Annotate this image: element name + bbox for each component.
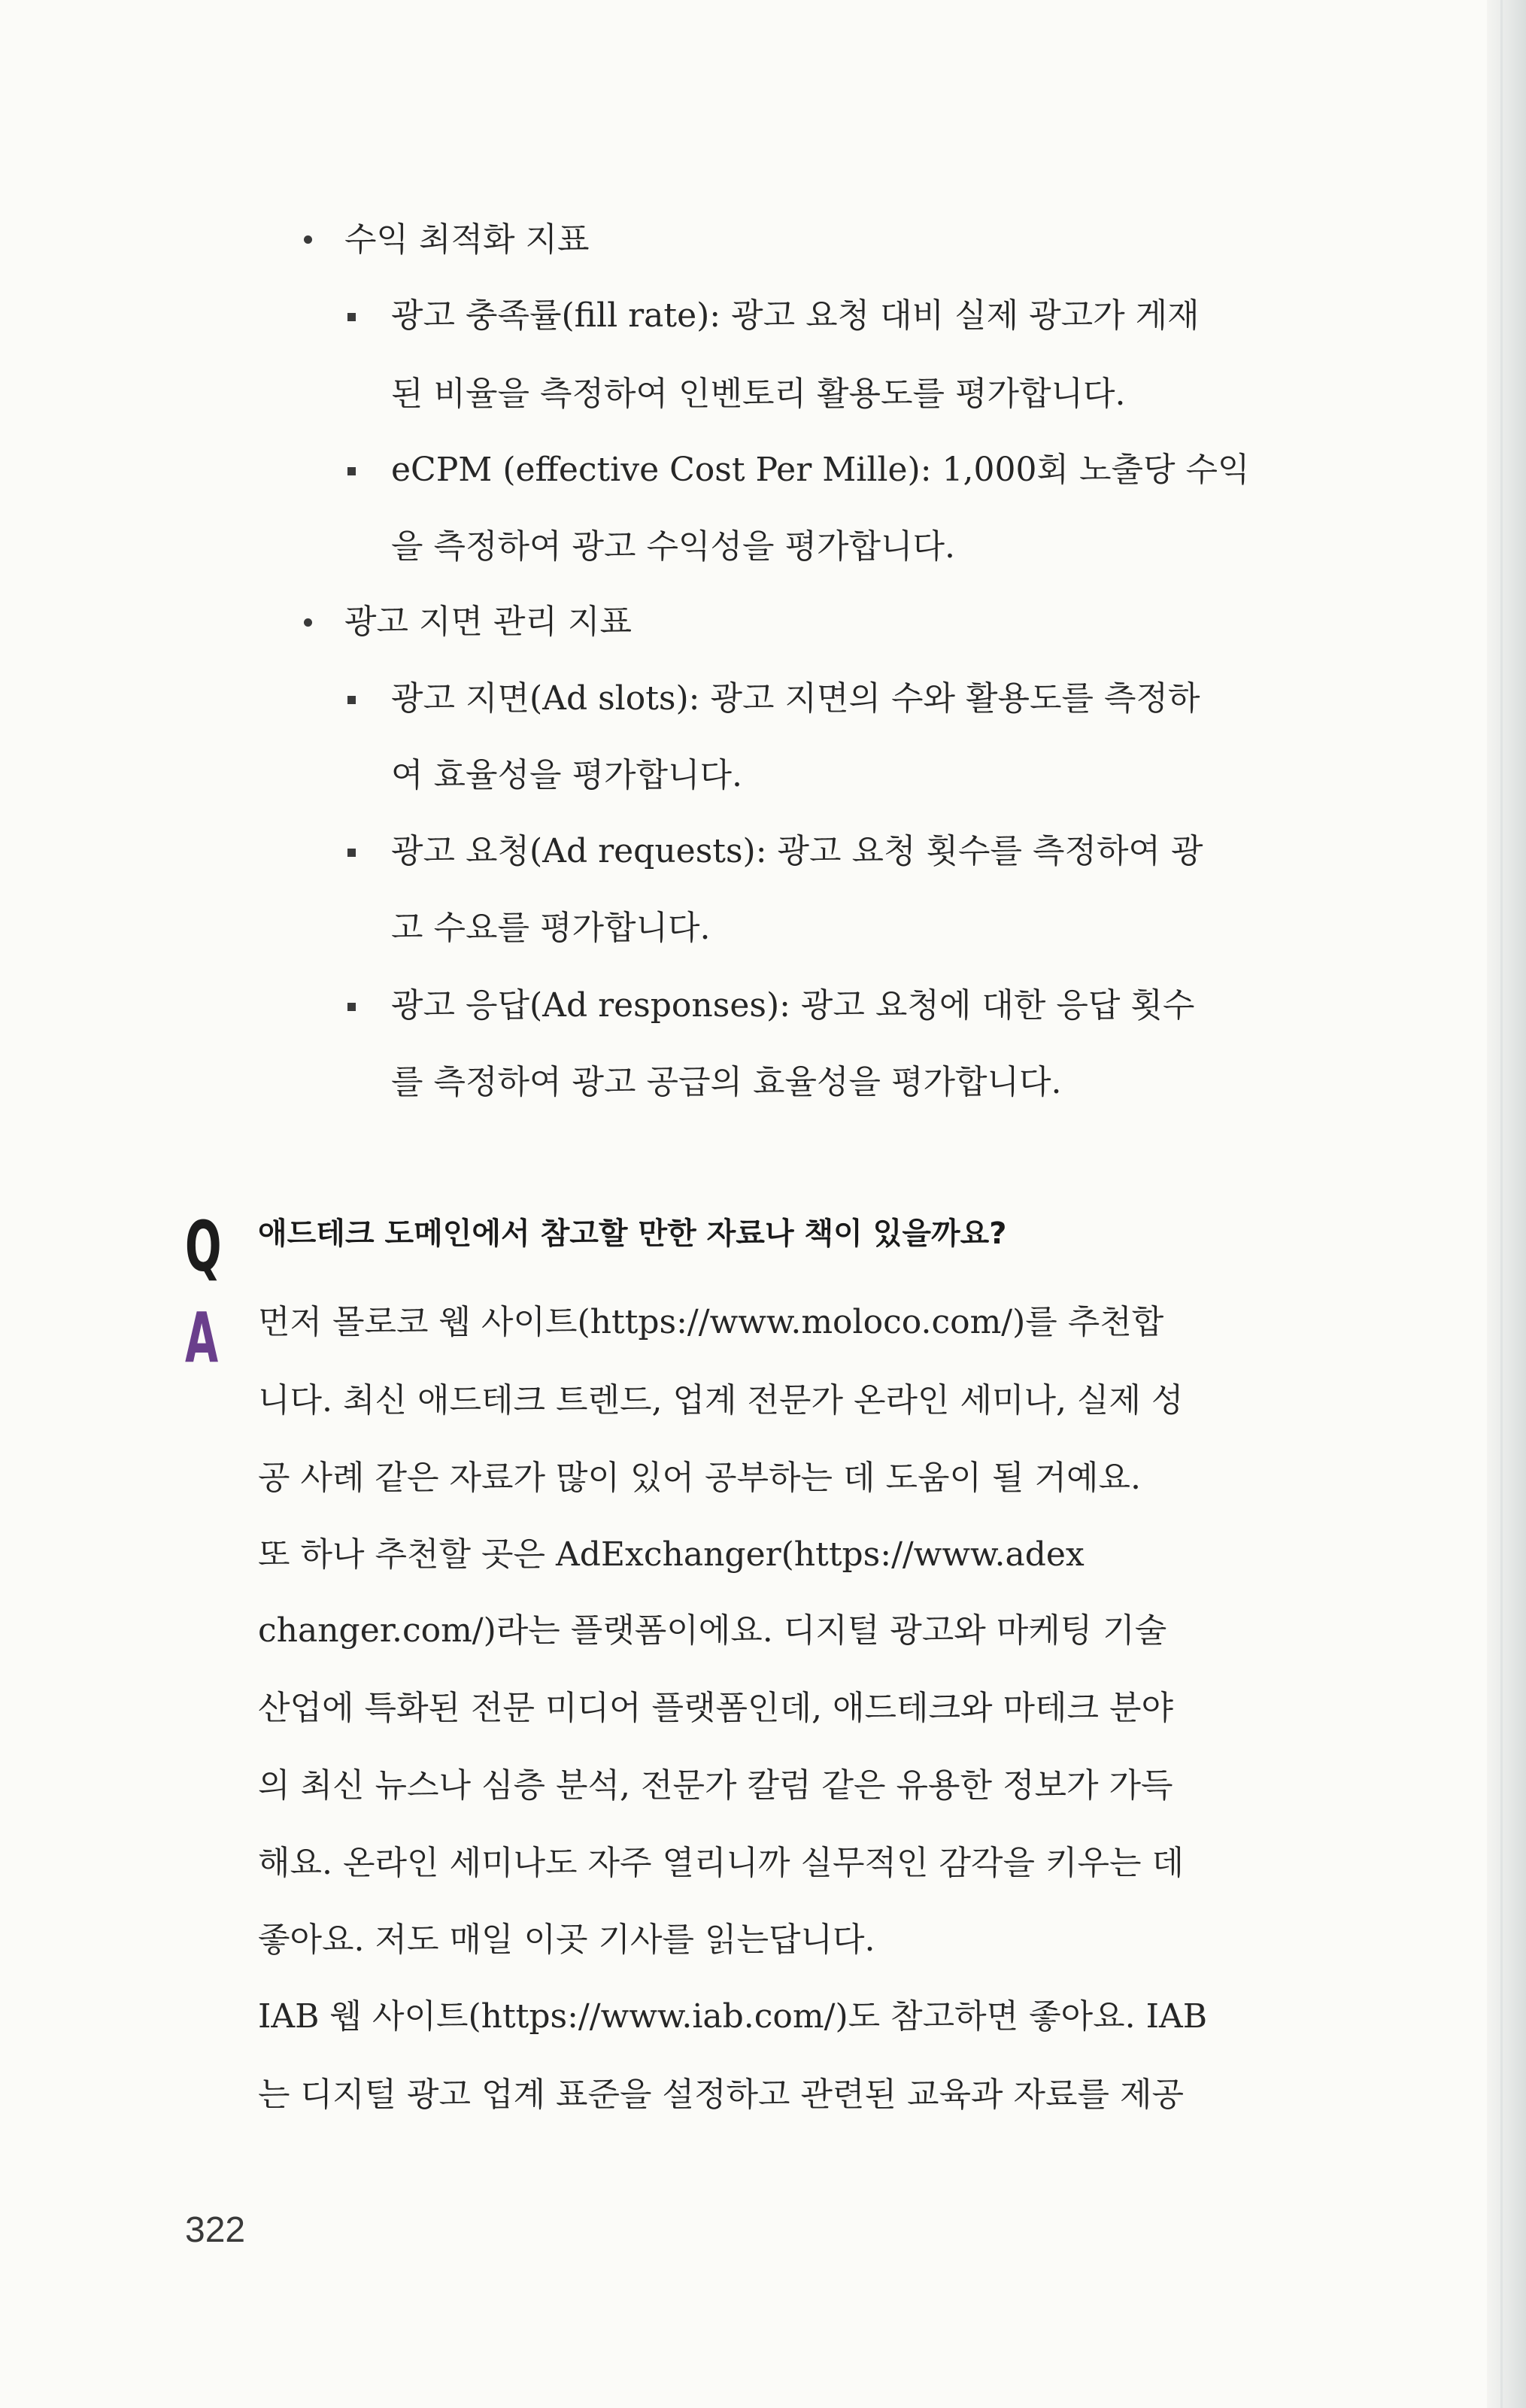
answer-marker: A [185, 1298, 219, 1378]
question-text: 애드테크 도메인에서 참고할 만한 자료나 책이 있을까요? [258, 1216, 1007, 1251]
answer-line-4: 또 하나 추천할 곳은 AdExchanger(https://www.adex [258, 1535, 1085, 1574]
section-heading-inventory: 광고 지면 관리 지표 [344, 603, 632, 641]
ad-slots-text-line2: 여 효율성을 평가합니다. [391, 756, 742, 794]
fill-rate-text-line1: 광고 충족률(fill rate): 광고 요청 대비 실제 광고가 게재 [391, 296, 1200, 335]
section-heading-revenue: 수익 최적화 지표 [344, 220, 590, 259]
ad-slots-text-line1: 광고 지면(Ad slots): 광고 지면의 수와 활용도를 측정하 [391, 679, 1200, 718]
bullet-square [347, 849, 356, 857]
ecpm-text-line2: 을 측정하여 광고 수익성을 평가합니다. [391, 527, 955, 566]
bullet-square [347, 313, 356, 321]
answer-line-1: 먼저 몰로코 웹 사이트(https://www.moloco.com/)를 추천합 [258, 1303, 1164, 1341]
question-marker: Q [185, 1207, 222, 1287]
ad-requests-text-line1: 광고 요청(Ad requests): 광고 요청 횟수를 측정하여 광 [391, 832, 1203, 870]
bullet-square [347, 467, 356, 475]
ad-requests-text-line2: 고 수요를 평가합니다. [391, 909, 711, 947]
answer-line-2: 니다. 최신 애드테크 트렌드, 업계 전문가 온라인 세미나, 실제 성 [258, 1381, 1184, 1420]
bullet-square [347, 1003, 356, 1011]
answer-line-7: 의 최신 뉴스나 심층 분석, 전문가 칼럼 같은 유용한 정보가 가득 [258, 1766, 1173, 1805]
answer-line-3: 공 사례 같은 자료가 많이 있어 공부하는 데 도움이 될 거예요. [258, 1459, 1141, 1497]
page-number: 322 [185, 2210, 246, 2250]
ad-responses-text-line1: 광고 응답(Ad responses): 광고 요청에 대한 응답 횟수 [391, 986, 1195, 1025]
answer-line-8: 해요. 온라인 세미나도 자주 열리니까 실무적인 감각을 키우는 데 [258, 1844, 1184, 1882]
answer-line-5: changer.com/)라는 플랫폼이에요. 디지털 광고와 마케팅 기술 [258, 1611, 1167, 1650]
bullet-square [347, 696, 356, 704]
bullet-dot [304, 235, 312, 244]
answer-line-10: IAB 웹 사이트(https://www.iab.com/)도 참고하면 좋아요. IAB [258, 1997, 1208, 2036]
page-edge-shading [1487, 0, 1526, 2408]
answer-line-11: 는 디지털 광고 업계 표준을 설정하고 관련된 교육과 자료를 제공 [258, 2075, 1184, 2114]
ad-responses-text-line2: 를 측정하여 광고 공급의 효율성을 평가합니다. [391, 1063, 1062, 1101]
ecpm-text-line1: eCPM (effective Cost Per Mille): 1,000회 노출당 수익 [391, 451, 1250, 489]
bullet-dot [304, 618, 312, 627]
answer-line-6: 산업에 특화된 전문 미디어 플랫폼인데, 애드테크와 마테크 분야 [258, 1689, 1173, 1727]
answer-line-9: 좋아요. 저도 매일 이곳 기사를 읽는답니다. [258, 1921, 875, 1959]
fill-rate-text-line2: 된 비율을 측정하여 인벤토리 활용도를 평가합니다. [391, 375, 1126, 413]
